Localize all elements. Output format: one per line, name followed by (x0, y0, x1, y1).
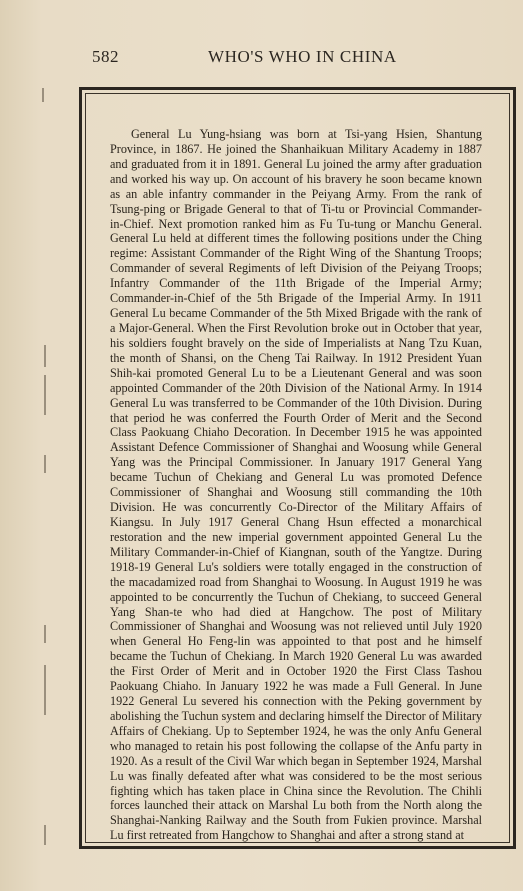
running-title: WHO'S WHO IN CHINA (208, 47, 397, 66)
margin-mark (44, 345, 46, 367)
binding-margin (38, 0, 54, 891)
margin-mark (44, 665, 46, 715)
margin-mark (44, 455, 46, 473)
biography-text (110, 127, 482, 843)
margin-mark (44, 825, 46, 845)
page-number: 582 (92, 47, 119, 66)
margin-mark (42, 88, 44, 102)
biography-paragraph: General Lu Yung-hsiang was born at Tsi-yang Hsien, Shantung Province, in 1867. He joined the Shanhaikuan Military Academy in 1887 and graduated from it in 1891. General Lu joined the army after graduation and worked his way up. On account of his bravery he soon became known as an able infantry commander in the Peiyang Army. From the rank of Tsung-ping or Brigade General to that of Ti-tu or Provincial Commander-in-Chief. Next promotion ranked him as Fu Tu-tung or Manchu General. General Lu held at different times the following positions under the Ching regime: Assistant Commander of the Right Wing of the Shantung Troops; Commander of several Regiments of left Division of the Peiyang Troops; Infantry Commander of the 11th Brigade of the Imperial Army; Commander-in-Chief of the 5th Brigade of the Imperial Army. In 1911 General Lu became Commander of the 5th Mixed Brigade with the rank of a Major-General. When the First Revolution broke out in October that year, his soldiers fought bravely on the side of Imperialists at Nang Tzu Kuan, the month of Shansi, on the Cheng Tai Railway. In 1912 President Yuan Shih-kai promoted General Lu to be a Lieutenant General and was soon appointed Commander of the 20th Division of the National Army. In 1914 General Lu was transferred to be Commander of the 10th Division. During that period he was conferred the Fourth Order of Merit and the Second Class Paokuang Chiaho Decoration. In December 1915 he was appointed Assistant Defence Commissioner of Shanghai and Woosung while General Yang was the Principal Commissioner. In January 1917 General Yang became Tuchun of Chekiang and General Lu was promoted Defence Commissioner of Shanghai and Woosung still commanding the 10th Division. He was concurrently Co-Director of the Military Affairs of Kiangsu. In July 1917 General Chang Hsun effected a monarchical restoration and the new imperial government appointed General Lu the Military Commander-in-Chief of Kiangnan, south of the Yangtze. During 1918-19 General Lu's soldiers were totally engaged in the construction of the macadamized road from Shanghai to Woosung. In August 1919 he was appointed to be concurrently the Tuchun of Chekiang, to succeed General Yang Shan-te who had died at Hangchow. The post of Military Commissioner of Shanghai and Woosung was not relieved until July 1920 when General Ho Feng-lin was appointed to that post and he himself became the Tuchun of Chekiang. In March 1920 General Lu was awarded the First Order of Merit and in October 1920 the First Class Tashou Paokuang Chiaho. In January 1922 he was made a Full General. In June 1922 General Lu severed his connection with the Peking government by abolishing the Tuchun system and declaring himself the Director of Military Affairs of Chekiang. Up to September 1924, he was the only Anfu General who managed to retain his post following the collapse of the Anfu party in 1920. As a result of the Civil War which began in September 1924, Marshal Lu was finally defeated after what was considered to be the most serious fighting which has taken place in China since the Revolution. The Chihli forces launched their attack on Marshal Lu both from the North along the Shanghai-Nanking Railway and the South from Fukien province. Marshal Lu first retreated from Hangchow to Shanghai and after a strong stand at (110, 127, 482, 843)
page-header (0, 47, 523, 71)
margin-mark (44, 375, 46, 415)
margin-mark (44, 625, 46, 643)
